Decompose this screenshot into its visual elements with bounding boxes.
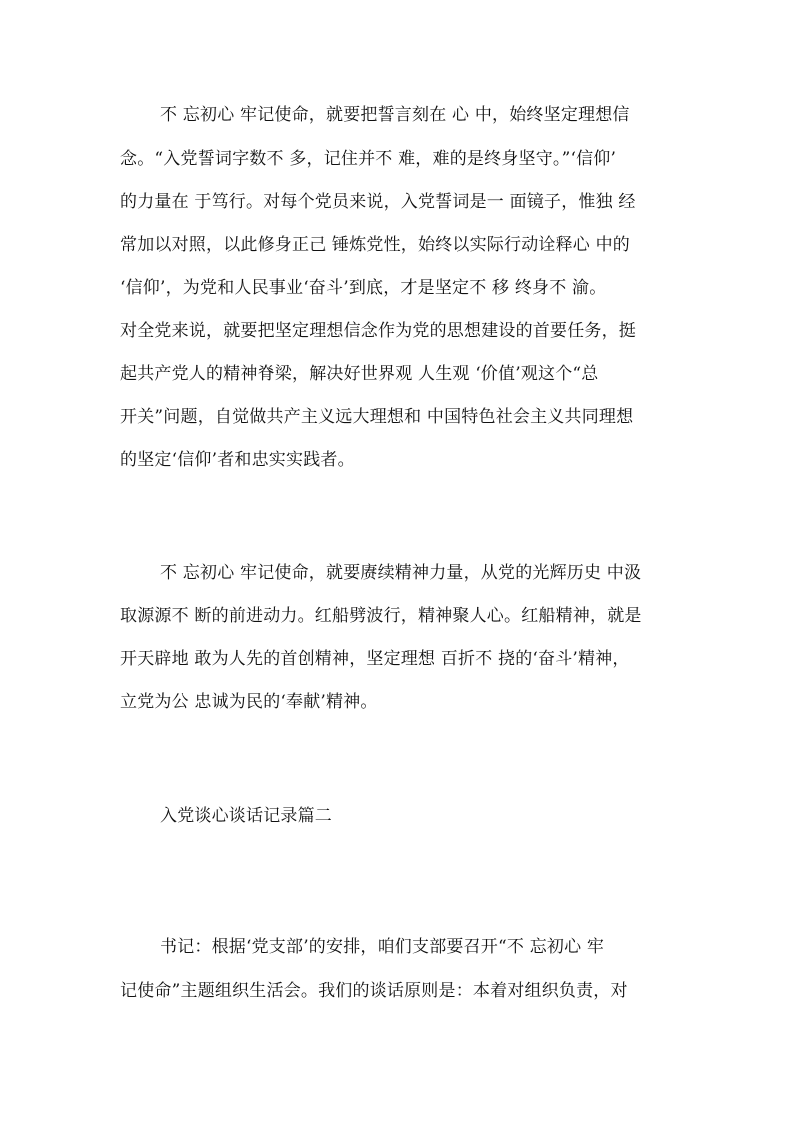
text-line: 不 忘初心 牢记使命，就要把誓言刻在 心 中，始终坚定理想信: [160, 105, 630, 125]
text-line: 起共产党人的精神脊梁，解决好世界观 人生观 ‘价值’观这个“总: [120, 364, 599, 384]
text-line: 书记：根据‘党支部’的安排，咱们支部要召开“不 忘初心 牢: [160, 937, 605, 957]
text-line: 对全党来说，就要把坚定理想信念作为党的思想建设的首要任务，挺: [120, 321, 636, 341]
text-line: 念。“入党誓词字数不 多，记住并不 难，难的是终身坚守。”‘信仰’: [120, 149, 617, 169]
text-line: 的坚定‘信仰’者和忠实实践者。: [120, 450, 355, 470]
text-line: 记使命”主题组织生活会。我们的谈话原则是：本着对组织负责，对: [120, 981, 628, 1001]
text-line: 开天辟地 敢为人先的首创精神，坚定理想 百折不 挠的‘奋斗’精神，: [120, 649, 630, 669]
text-line: 立党为公 忠诚为民的‘奉献’精神。: [120, 692, 378, 712]
text-line: ‘信仰’，为党和人民事业‘奋斗’到底，才是坚定不 移 终身不 渝。: [120, 278, 607, 298]
text-line: 的力量在 于笃行。对每个党员来说，入党誓词是一 面镜子，惟独 经: [120, 192, 636, 212]
section-heading: 入党谈心谈话记录篇二: [160, 806, 332, 826]
text-line: 常加以对照，以此修身正己 锤炼党性，始终以实际行动诠释心 中的: [120, 235, 631, 255]
text-line: 取源源不 断的前进动力。红船劈波行，精神聚人心。红船精神，就是: [120, 606, 642, 626]
text-line: 不 忘初心 牢记使命，就要赓续精神力量，从党的光辉历史 中汲: [160, 563, 642, 583]
text-line: 开关”问题，自觉做共产主义远大理想和 中国特色社会主义共同理想: [120, 407, 634, 427]
